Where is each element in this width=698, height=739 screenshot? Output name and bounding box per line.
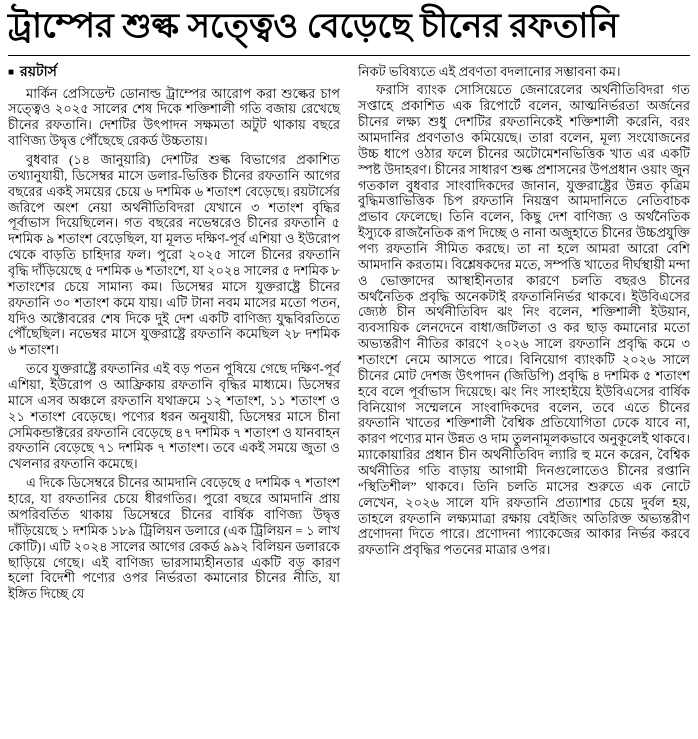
- article-body: [8, 64, 690, 606]
- paragraph: তবে যুক্তরাষ্ট্রে রফতানির এই বড় পতন পুষিয়ে গেছে দক্ষিণ-পূর্ব এশিয়া, ইউরোপ ও আফ্রিকায় রফতানি বৃদ্ধির মাধ্যমে। ডিসেম্বর মাসে এসব অঞ্চলে রফতানি যথাক্রমে ১২ শতাংশ, ১১ শতাংশ ও ২১ শতাংশ বেড়েছে। পণ্যের ধরন অনুযায়ী, ডিসেম্বর মাসে চীনা সেমিকন্ডাক্টরের রফতানি বেড়েছে ৪৭ দশমিক ৭ শতাংশ ও যানবাহন রফতানি বেড়েছে ৭১ দশমিক ৭ শতাংশ। তবে একই সময়ে জুতা ও খেলনার রফতানি কমেছে।: [8, 361, 340, 472]
- paragraph: বুধবার (১৪ জানুয়ারি) দেশটির শুল্ক বিভাগের প্রকাশিত তথ্যানুযায়ী, ডিসেম্বর মাসে ডলার-ভিত্তিক চীনের রফতানি আগের বছরের একই সময়ের চেয়ে ৬ দশমিক ৬ শতাংশ বেড়েছে। রয়টার্সের জরিপে অংশ নেয়া অর্থনীতিবিদরা যেখানে ৩ শতাংশ বৃদ্ধির পূর্বাভাস দিয়েছিলেন। গত বছরের নভেম্বরেও চীনের রফতানি ৫ দশমিক ৯ শতাংশ বেড়েছিল, যা মূলত দক্ষিণ-পূর্ব এশিয়া ও ইউরোপ থেকে বাড়তি চাহিদার ফল। পুরো ২০২৫ সালে চীনের রফতানি বৃদ্ধি দাঁড়িয়েছে ৫ দশমিক ৬ শতাংশে, যা ২০২৪ সালের ৫ দশমিক ৮ শতাংশের চেয়ে সামান্য কম। ডিসেম্বর মাসে যুক্তরাষ্ট্রে চীনের রফতানি ৩০ শতাংশ কমে যায়। এটি টানা নবম মাসের মতো পতন, যদিও অক্টোবরের শেষ দিকে দুই দেশ একটি বাণিজ্য যুদ্ধবিরতিতে পৌঁছেছিল। নভেম্বর মাসে যুক্তরাষ্ট্রে রফতানি কমেছিল ২৮ দশমিক ৬ শতাংশ।: [8, 152, 340, 358]
- headline: ট্রাম্পের শুল্ক সত্ত্বেও বেড়েছে চীনের রফতানি: [8, 8, 619, 45]
- paragraph: এ দিকে ডিসেম্বরে চীনের আমদানি বেড়েছে ৫ দশমিক ৭ শতাংশ হারে, যা রফতানির চেয়ে ধীরগতির। পুরো বছরে আমদানি প্রায় অপরিবর্তিত থাকায় ডিসেম্বরে চীনের বার্ষিক বাণিজ্য উদ্বৃত্ত দাঁড়িয়েছে ১ দশমিক ১৮৯ ট্রিলিয়ন ডলারে (এক ট্রিলিয়ন = ১ লাখ কোটি)। এটি ২০২৪ সালের আগের রেকর্ড ৯৯২ বিলিয়ন ডলারকে ছাড়িয়ে গেছে। এই বাণিজ্য ভারসাম্যহীনতার একটি বড় কারণ হলো বিদেশী পণ্যের ওপর নির্ভরতা কমানোর চীনের নীতি, যা ইঙ্গিত দিচ্ছে যে: [8, 475, 340, 602]
- headline-divider: [8, 55, 690, 56]
- byline-text: রয়টার্স: [20, 64, 57, 80]
- paragraph-continuation: নিকট ভবিষ্যতে এই প্রবণতা বদলানোর সম্ভাবনা কম।: [358, 63, 621, 79]
- byline: [8, 64, 340, 81]
- byline-bullet-icon: ■: [8, 67, 15, 79]
- paragraph: ফরাসি ব্যাংক সোসিয়েতে জেনারেলের অর্থনীতিবিদরা গত সপ্তাহে প্রকাশিত এক রিপোর্টে বলেন, আত্মনির্ভরতা অর্জনের চীনের লক্ষ্য শুধু দেশটির রফতানিকেই শক্তিশালী করেনি, বরং আমদানির প্রবণতাও কমিয়েছে। তারা বলেন, মূল্য সংযোজনের উচ্চ ধাপে ওঠার ফলে চীনের অটোমেশনভিত্তিক খাত এর একটি স্পষ্ট উদাহরণ। চীনের সাধারণ শুল্ক প্রশাসনের উপপ্রধান ওয়াং জুন গতকাল বুধবার সাংবাদিকদের জানান, যুক্তরাষ্ট্রের উন্নত কৃত্রিম বুদ্ধিমত্তাভিত্তিক চিপ রফতানি নিয়ন্ত্রণ আমদানিতে নেতিবাচক প্রভাব ফেলেছে। তিনি বলেন, কিছু দেশ বাণিজ্য ও অর্থনৈতিক ইস্যুকে রাজনৈতিক রূপ দিচ্ছে ও নানা অজুহাতে চীনের উচ্চপ্রযুক্তি পণ্য রফতানি সীমিত করছে। তা না হলে আমরা আরো বেশি আমদানি করতাম। বিশ্লেষকদের মতে, সম্পত্তি খাতের দীর্ঘস্থায়ী মন্দা ও ভোক্তাদের আস্থাহীনতার কারণে চলতি বছরও চীনের অর্থনৈতিক প্রবৃদ্ধি অনেকটাই রফতানিনির্ভর থাকবে। ইউবিএসের জ্যেষ্ঠ চীন অর্থনীতিবিদ ঝং নিং বলেন, শক্তিশালী ইউয়ান, ব্যবসায়িক লেনদেনে বাধা/জটিলতা ও কর ছাড় কমানোর মতো অভ্যন্তরীণ নীতির কারণে ২০২৬ সালে রফতানি প্রবৃদ্ধি কমে ৩ শতাংশে নেমে আসতে পারে। বিনিয়োগ ব্যাংকটি ২০২৬ সালে চীনের মোট দেশজ উৎপাদন (জিডিপি) প্রবৃদ্ধি ৪ দশমিক ৫ শতাংশ হবে বলে পূর্বাভাস দিয়েছে। ঝং নিং সাংহাইয়ে ইউবিএসের বার্ষিক বিনিয়োগ সম্মেলনে সাংবাদিকদের বলেন, তবে এতে চীনের রফতানি খাতের শক্তিশালী বৈশ্বিক প্রতিযোগিতা ঢেকে যাবে না, কারণ পণ্যের মান উন্নত ও দাম তুলনামূলকভাবে অনুকূলেই থাকবে। ম্যাকোয়ারির প্রধান চীন অর্থনীতিবিদ ল্যারি হু মনে করেন, বৈশ্বিক অর্থনীতির গতি বাড়ায় আগামী দিনগুলোতেও চীনের রপ্তানি “স্থিতিশীল” থাকবে। তিনি চলতি মাসের শুরুতে এক নোটে লেখেন, ২০২৬ সালে যদি রফতানি প্রত্যাশার চেয়ে দুর্বল হয়, তাহলে রফতানি লক্ষ্যমাত্রা রক্ষায় বেইজিং অতিরিক্ত অভ্যন্তরীণ প্রণোদনা দিতে পারে। প্রণোদনা প্যাকেজের আকার নির্ভর করবে রফতানি প্রবৃদ্ধির পতনের মাত্রার ওপর।: [358, 82, 690, 558]
- left-column: [8, 64, 340, 606]
- paragraph-lead: মার্কিন প্রেসিডেন্ট ডোনাল্ড ট্রাম্পের আরোপ করা শুল্কের চাপ সত্ত্বেও ২০২৫ সালের শেষ দিকে শক্তিশালী গতি বজায় রেখেছে চীনের রফতানি। দেশটির উৎপাদন সক্ষমতা অটুট থাকায় বছরে বাণিজ্য উদ্বৃত্ত পৌঁছেছে রেকর্ড উচ্চতায়।: [8, 85, 340, 149]
- right-column: [358, 64, 690, 606]
